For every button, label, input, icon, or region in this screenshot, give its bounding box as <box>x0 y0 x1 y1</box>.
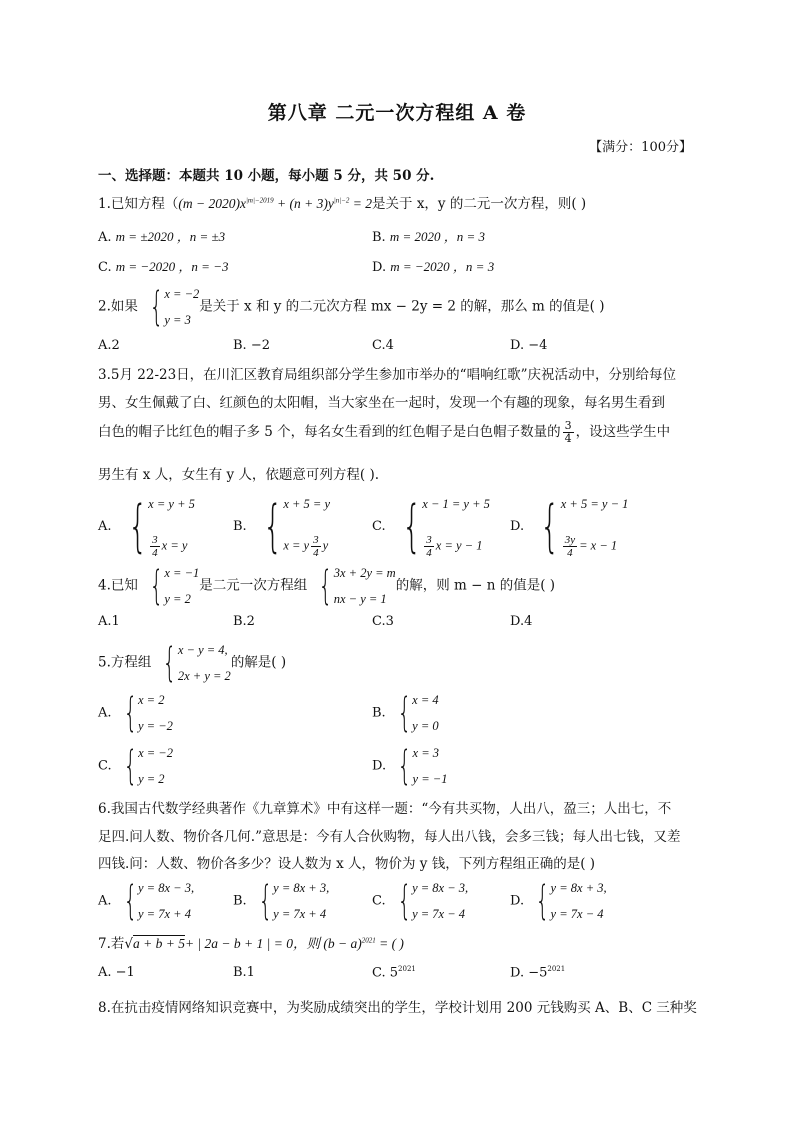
q3-option-d: D. { x + 5 = y − 1 $\frac{3y}{4}$ = x − 1 <box>510 494 629 559</box>
q6-option-d: D. { y = 8x + 3, y = 7x − 4 <box>510 878 607 924</box>
q3-option-b: B. { x + 5 = y x = y $\frac{3}{4}$ y <box>233 494 331 559</box>
q2-option-c: C.4 <box>372 338 394 353</box>
q6-option-b: B. { y = 8x + 3, y = 7x + 4 <box>233 878 330 924</box>
equation-system: { x = −2 y = 3 <box>149 284 200 330</box>
question-5: 5.方程组 { x − y = 4, 2x + y = 2 的解是( ) <box>98 640 287 686</box>
question-3-line-3: 白色的帽子比红色的帽子多 5 个，每名女生看到的红色帽子是白色帽子数量的 $\frac{3}{4}$ ，设这些学生中 <box>98 419 671 445</box>
q1-option-c: C. m = −2020 ，n = −3 <box>98 259 229 275</box>
q7-option-a: A. −1 <box>98 965 135 980</box>
score-label: 【满分：100分】 <box>589 140 692 155</box>
question-6-line-1: 6.我国古代数学经典著作《九章算术》中有这样一题：“今有共买物，人出八，盈三；人出七，不 <box>98 801 672 817</box>
question-2: 2.如果 { x = −2 y = 3 是关于 x 和 y 的二元次方程 mx − 2y = 2 的解，那么 m 的值是( ) <box>98 284 605 330</box>
q5-option-d: D. { x = 3 y = −1 <box>372 743 448 789</box>
q2-option-a: A.2 <box>98 338 120 353</box>
q4-option-c: C.3 <box>372 614 394 629</box>
q4-option-b: B.2 <box>233 614 255 629</box>
question-3-line-1: 3.5月 22-23日，在川汇区教育局组织部分学生参加市举办的“唱响红歌”庆祝活动中，分别给每位 <box>98 367 676 383</box>
q7-option-d: D. $-5^{2021}$ <box>510 965 566 981</box>
q5-option-a: A. { x = 2 y = −2 <box>98 690 173 736</box>
q6-option-c: C. { y = 8x − 3, y = 7x − 4 <box>372 878 469 924</box>
question-6-line-2: 足四.问人数、物价各几何.”意思是：今有人合伙购物，每人出八钱，会多三钱；每人出七钱，又差 <box>98 829 681 845</box>
q5-option-c: C. { x = −2 y = 2 <box>98 743 173 789</box>
question-8-line-1: 8.在抗击疫情网络知识竞赛中，为奖励成绩突出的学生，学校计划用 200 元钱购买 A、B、C 三种奖 <box>98 1000 697 1016</box>
q1-option-d: D. m = −2020 ，n = 3 <box>372 259 495 275</box>
question-6-line-3: 四钱.问：人数、物价各多少？设人数为 x 人，物价为 y 钱，下列方程组正确的是( ) <box>98 856 596 872</box>
question-3-line-4: 男生有 x 人，女生有 y 人，依题意可列方程( ). <box>98 467 380 483</box>
q5-option-b: B. { x = 4 y = 0 <box>372 690 439 736</box>
q2-option-b: B. −2 <box>233 338 270 353</box>
q4-option-d: D.4 <box>510 614 533 629</box>
page-title: 第八章 二元一次方程组 A 卷 <box>267 102 527 124</box>
q3-option-c: C. { x − 1 = y + 5 $\frac{3}{4}$ x = y − 1 <box>372 494 490 559</box>
section-heading: 一、选择题：本题共 10 小题，每小题 5 分，共 50 分. <box>98 168 435 184</box>
q6-option-a: A. { y = 8x − 3, y = 7x + 4 <box>98 878 195 924</box>
q2-option-d: D. −4 <box>510 338 548 353</box>
q3-option-a: A. { x = y + 5 $\frac{3}{4}$ x = y <box>98 494 195 559</box>
q1-option-a: A. m = ±2020 ，n = ±3 <box>98 229 226 245</box>
q7-option-b: B.1 <box>233 965 255 980</box>
fraction: $\frac{3}{4}$ <box>564 419 572 445</box>
q4-option-a: A.1 <box>98 614 120 629</box>
q1-option-b: B. m = 2020 ，n = 3 <box>372 229 486 245</box>
q7-option-c: C. $5^{2021}$ <box>372 965 416 981</box>
question-4: 4.已知 { x = −1 y = 2 是二元一次方程组 { 3x + 2y = m nx − y = 1 的解，则 m − n 的值是( ) <box>98 563 556 609</box>
question-1: 1.已知方程（$(m - 2020)x^{|m|-2019} + (n + 3)y^{|n|-2} = 2$是关于 x，y 的二元一次方程，则( ) <box>98 196 587 212</box>
question-3-line-2: 男、女生佩戴了白、红颜色的太阳帽，当大家坐在一起时，发现一个有趣的现象，每名男生看到 <box>98 395 665 411</box>
question-7: 7.若√a + b + 5+ | 2a − b + 1 | = 0，则 $(b - a)^{2021}$ = ( ) <box>98 936 404 952</box>
